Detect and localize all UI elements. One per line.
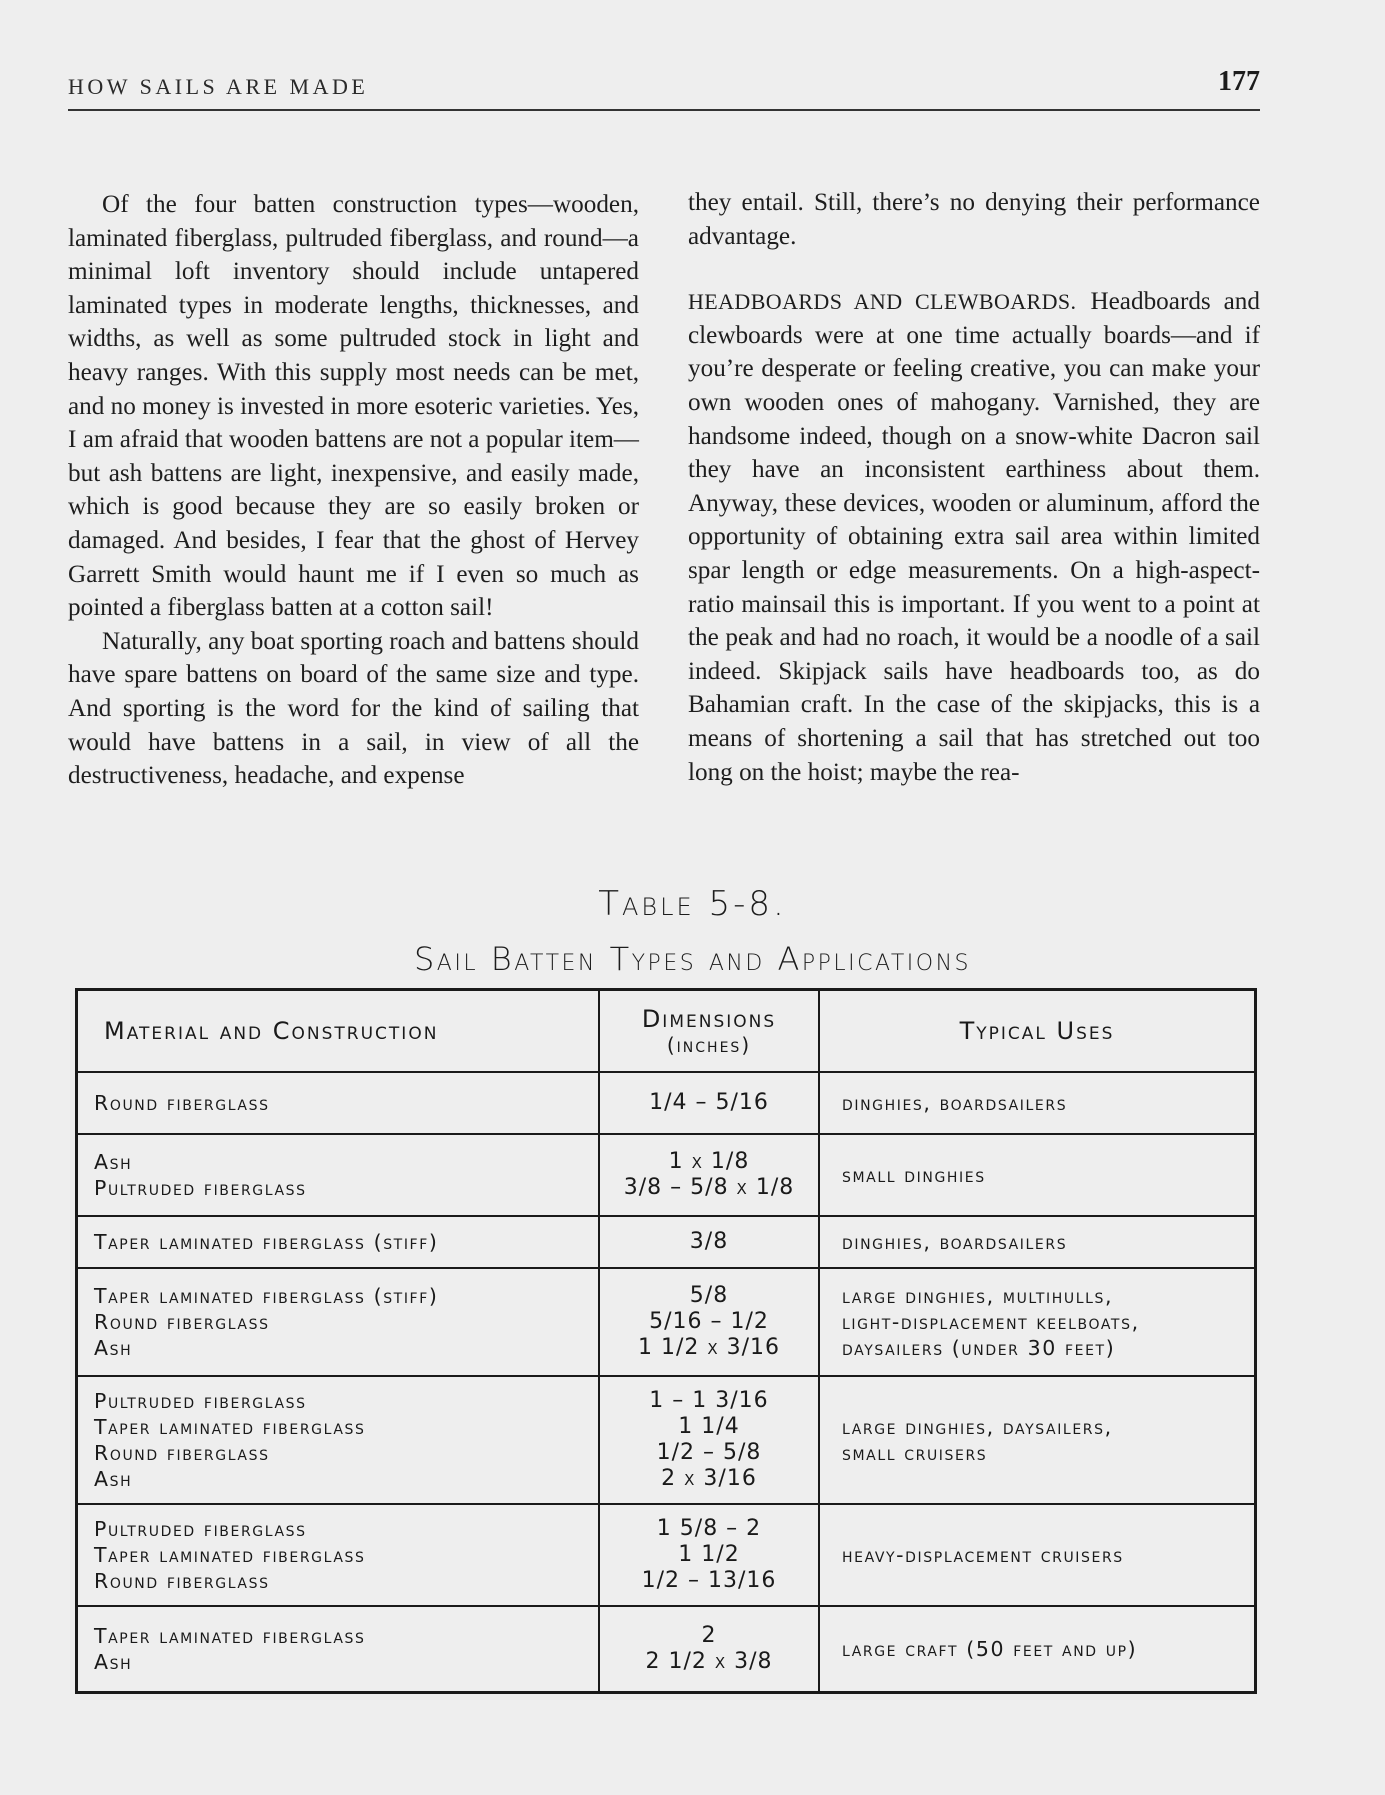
header-dimensions-line: Dimensions <box>641 1005 777 1033</box>
dimension-cell <box>599 1268 819 1376</box>
header-dimensions <box>599 990 819 1073</box>
table-row <box>77 1216 1256 1268</box>
table-title: Sail Batten Types and Applications <box>413 940 972 978</box>
uses-cell <box>819 1216 1256 1268</box>
table-row <box>77 1606 1256 1692</box>
body-paragraph: Naturally, any boat sporting roach and battens should have spare battens on board of the same size and type. And sporting is the word for the kind of sailing that would have battens in a sail, in view of all the destructiveness, headache, and expense <box>68 627 639 790</box>
section-gap <box>688 253 1260 285</box>
uses-line: small dinghies <box>842 1163 986 1187</box>
material-line: Taper laminated fiberglass (stiff) <box>94 1230 439 1254</box>
uses-line: dinghies, boardsailers <box>842 1091 1068 1115</box>
table-row <box>77 1072 1256 1134</box>
dimension-line: 5/16 – 1/2 <box>649 1309 769 1334</box>
dimension-line: 1/2 – 13/16 <box>641 1568 777 1593</box>
section-heading: HEADBOARDS AND CLEWBOARDS. <box>688 289 1077 315</box>
dimension-line: 2 1/2 x 3/8 <box>645 1648 773 1674</box>
dimension-line: 1 x 1/8 <box>668 1149 750 1174</box>
left-column <box>68 188 639 793</box>
material-cell <box>77 1268 600 1376</box>
material-line: Round fiberglass <box>94 1091 270 1115</box>
material-line: Taper laminated fiberglass <box>94 1543 366 1567</box>
material-line: Taper laminated fiberglass <box>94 1415 366 1439</box>
section-text: Headboards and clewboards were at one time actually boards—and if you’re desperate or feeling creative, you can make your own wooden ones of mahogany. Varnished, they are handsome indeed, though on a snow-white Dacron sail they have an inconsistent earthiness about them. Anyway, these devices, wooden or aluminum, afford the opportunity of obtaining extra sail area within limited spar length or edge measurements. On a high-aspect-ratio mainsail this is important. If you went to a point at the peak and had no roach, it would be a noodle of a sail indeed. Skipjack sails have headboards too, as do Bahamian craft. In the case of the skipjacks, this is a means of shortening a sail that has stretched out too long on the hoist; maybe the rea- <box>688 288 1260 786</box>
batten-table <box>75 988 1257 1694</box>
dimension-line: 3/8 <box>689 1229 729 1254</box>
uses-cell <box>819 1072 1256 1134</box>
material-line: Taper laminated fiberglass (stiff) <box>94 1284 439 1308</box>
table-row <box>77 1268 1256 1376</box>
dimension-cell <box>599 1134 819 1216</box>
material-line: Round fiberglass <box>94 1310 270 1334</box>
header-uses: Typical Uses <box>819 990 1256 1073</box>
dimension-line: 1 1/2 <box>678 1542 740 1567</box>
uses-cell <box>819 1606 1256 1692</box>
material-cell <box>77 1504 600 1606</box>
uses-line: large dinghies, multihulls, <box>842 1284 1114 1308</box>
material-cell <box>77 1134 600 1216</box>
material-cell <box>77 1606 600 1692</box>
table-row <box>77 1376 1256 1504</box>
dimension-line: 2 <box>701 1622 717 1648</box>
uses-line: small cruisers <box>842 1441 988 1465</box>
dimension-cell <box>599 1072 819 1134</box>
uses-cell <box>819 1504 1256 1606</box>
material-cell <box>77 1072 600 1134</box>
table-header-row <box>77 990 1256 1073</box>
header-dimensions-unit: (inches) <box>666 1033 752 1057</box>
dimension-cell <box>599 1504 819 1606</box>
right-column <box>688 186 1260 789</box>
header-rule <box>68 109 1260 111</box>
uses-line: light-displacement keelboats, <box>842 1310 1140 1334</box>
dimension-line: 5/8 <box>689 1283 729 1308</box>
dimension-line: 2 x 3/16 <box>661 1466 757 1491</box>
uses-cell <box>819 1376 1256 1504</box>
uses-line: large dinghies, daysailers, <box>842 1415 1113 1439</box>
dimension-line: 1 – 1 3/16 <box>649 1388 769 1413</box>
dimension-line: 1/2 – 5/8 <box>656 1440 762 1465</box>
table-row <box>77 1134 1256 1216</box>
running-head: HOW SAILS ARE MADE <box>68 74 369 99</box>
uses-line: large craft (50 feet and up) <box>842 1636 1138 1661</box>
body-paragraph: Of the four batten construction types—wooden, laminated fiberglass, pultruded fiberglass, and round—a minimal loft inventory should include untapered laminated types in moderate lengths, thicknesses, and widths, as well as some pultruded stock in light and heavy ranges. With this supply most needs can be met, and no money is invested in more esoteric varieties. Yes, I am afraid that wooden battens are not a popular item—but ash battens are light, inexpensive, and easily made, which is good because they are so easily broken or damaged. And besides, I fear that the ghost of Hervey Garrett Smith would haunt me if I even so much as pointed a fiberglass batten at a cotton sail! <box>68 191 639 622</box>
dimension-line: 1 1/4 <box>678 1414 740 1439</box>
material-line: Round fiberglass <box>94 1441 270 1465</box>
material-cell <box>77 1376 600 1504</box>
material-cell <box>77 1216 600 1268</box>
uses-line: dinghies, boardsailers <box>842 1230 1068 1254</box>
dimension-cell <box>599 1216 819 1268</box>
material-line: Taper laminated fiberglass <box>94 1623 366 1648</box>
uses-cell <box>819 1134 1256 1216</box>
section-paragraph <box>688 285 1260 789</box>
table-number: Table 5-8. <box>598 884 787 924</box>
material-line: Round fiberglass <box>94 1569 270 1593</box>
dimension-line: 1 5/8 – 2 <box>656 1516 762 1541</box>
page-number: 177 <box>1218 66 1260 97</box>
uses-cell <box>819 1268 1256 1376</box>
dimension-line: 1 1/2 x 3/16 <box>637 1335 781 1360</box>
material-line: Ash <box>94 1150 133 1174</box>
dimension-cell <box>599 1606 819 1692</box>
continuation-paragraph: they entail. Still, there’s no denying their performance advantage. <box>688 189 1260 250</box>
dimension-cell <box>599 1376 819 1504</box>
header-material: Material and Construction <box>77 990 600 1073</box>
dimension-line: 3/8 – 5/8 x 1/8 <box>623 1175 795 1200</box>
material-line: Ash <box>94 1336 133 1360</box>
material-line: Ash <box>94 1467 133 1491</box>
material-line: Pultruded fiberglass <box>94 1176 307 1200</box>
material-line: Pultruded fiberglass <box>94 1389 307 1413</box>
table-row <box>77 1504 1256 1606</box>
material-line: Ash <box>94 1649 133 1674</box>
dimension-line: 1/4 – 5/16 <box>649 1090 769 1115</box>
uses-line: heavy-displacement cruisers <box>842 1543 1124 1567</box>
material-line: Pultruded fiberglass <box>94 1517 307 1541</box>
uses-line: daysailers (under 30 feet) <box>842 1336 1116 1360</box>
